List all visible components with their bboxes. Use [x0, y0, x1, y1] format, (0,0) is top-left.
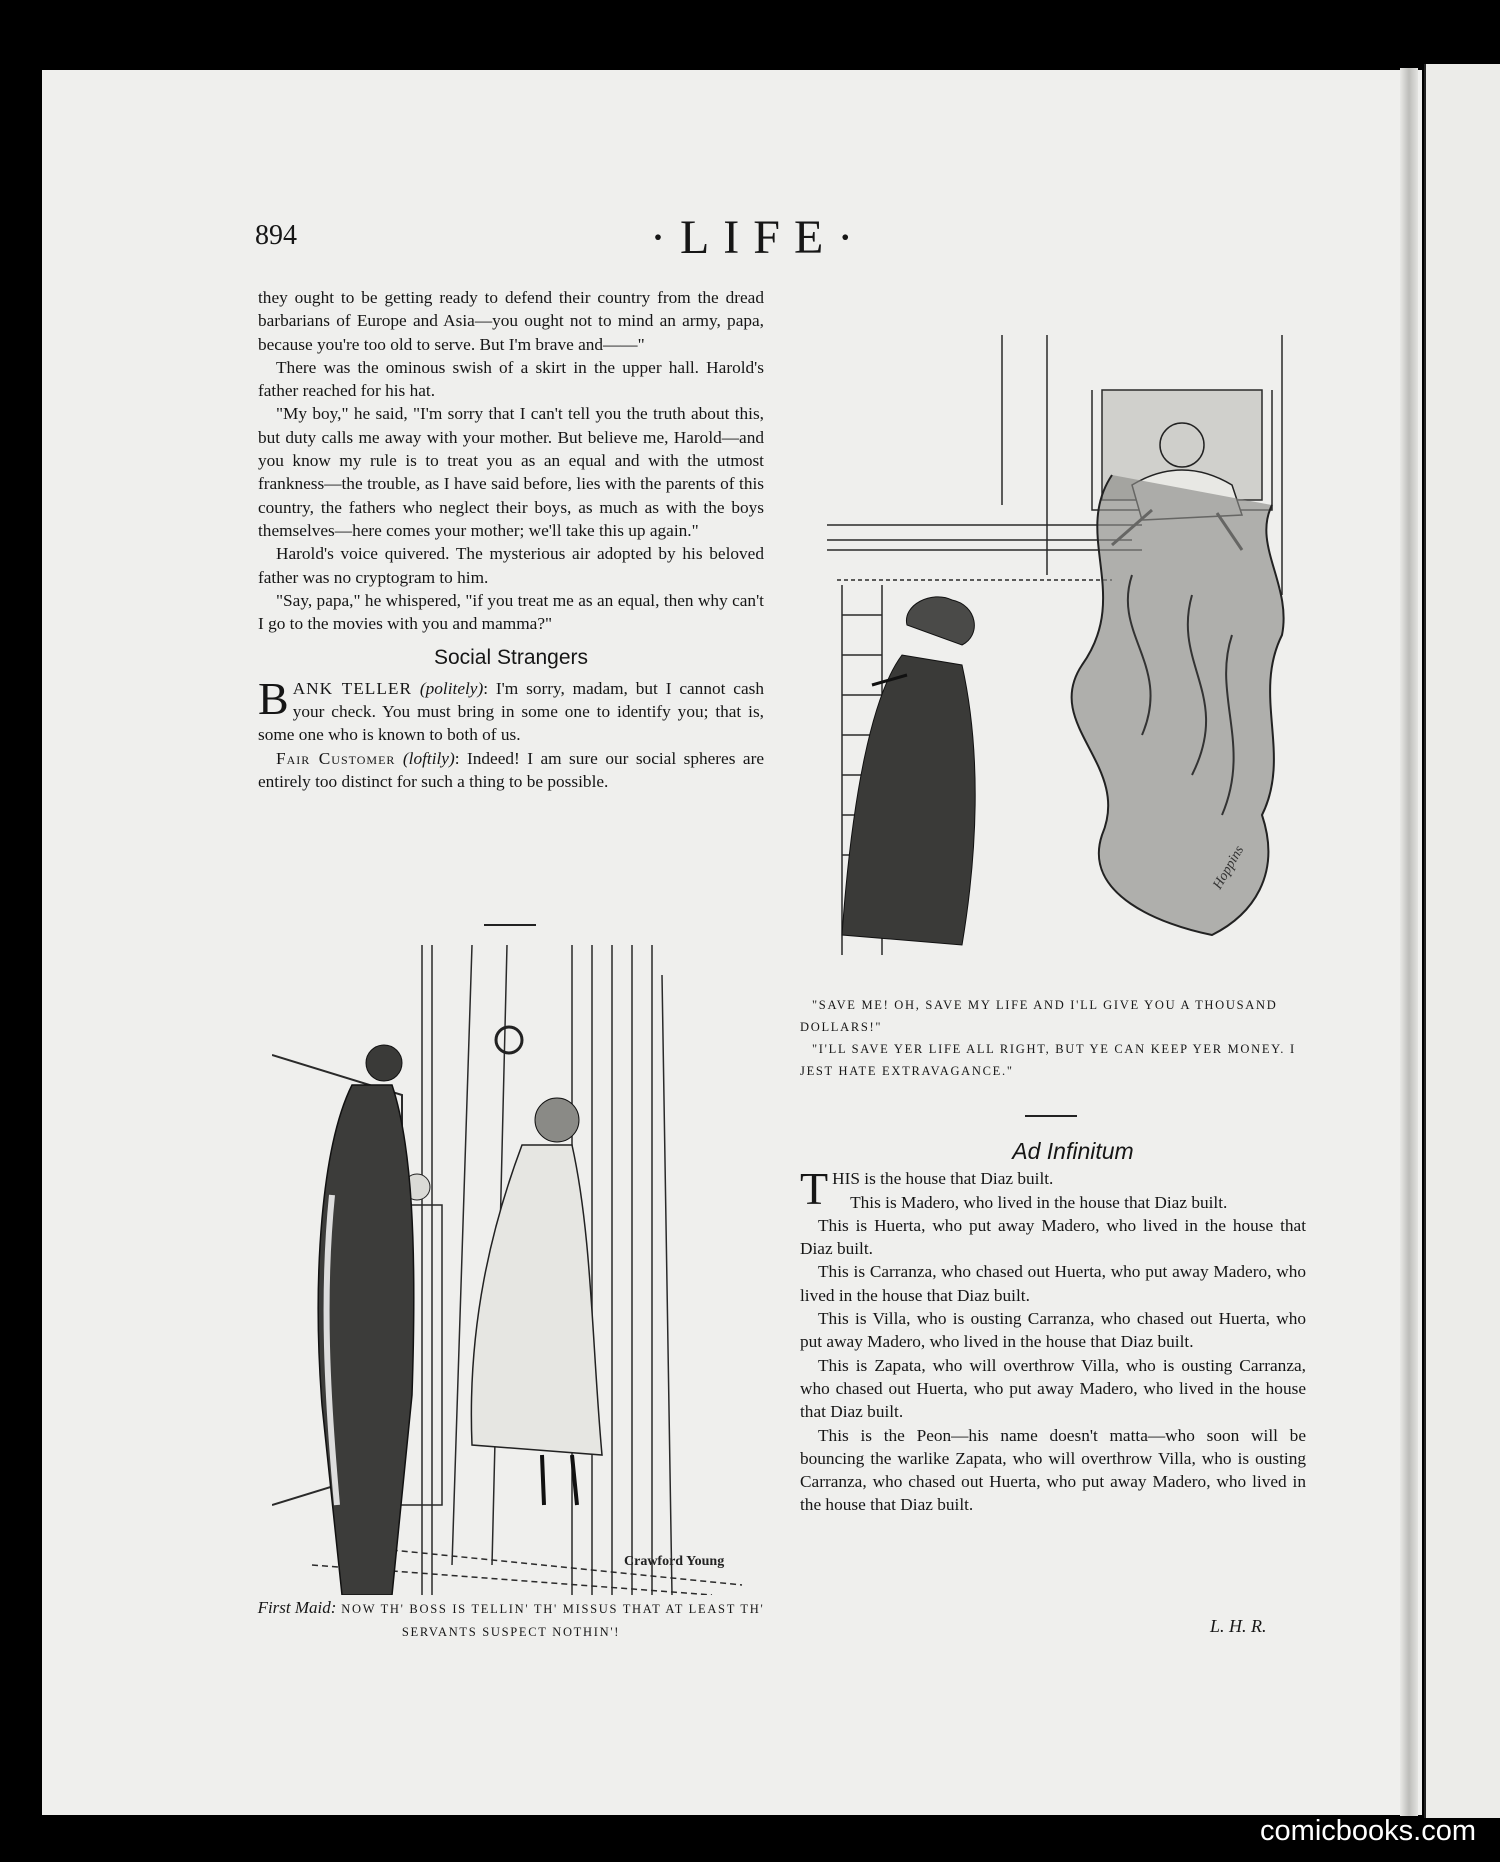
poem-line: This is Madero, who lived in the house that Diaz built. — [850, 1192, 1228, 1212]
social-strangers-title: Social Strangers — [433, 646, 589, 670]
artist-signature: Hoppins — [1210, 843, 1248, 892]
right-column-poem — [800, 1140, 1306, 1517]
story-paragraph: There was the ominous swish of a skirt in the upper hall. Harold's father reached for his hat. — [258, 357, 764, 401]
drop-cap: B — [258, 672, 289, 724]
dialogue-line — [258, 672, 764, 747]
ad-infinitum-title: Ad Infinitum — [1012, 1138, 1134, 1164]
section-divider — [1025, 1115, 1077, 1117]
story-paragraph: "Say, papa," he whispered, "if you treat me as an equal, then why can't I go to the movies with you and mamma?" — [258, 590, 764, 634]
fire-cartoon-caption — [800, 994, 1306, 1082]
left-column — [258, 286, 764, 793]
speaker: ANK TELLER — [292, 678, 412, 698]
dialogue-text: : I'm sorry, madam, but I cannot cash your check. You must bring in some one to identify you; that is, some one who is known to both of us. — [258, 678, 764, 745]
maids-cartoon-caption — [255, 1596, 767, 1644]
author-signature: L. H. R. — [1210, 1616, 1267, 1636]
fire-rescue-cartoon — [812, 335, 1314, 955]
poem-line: This is the Peon—his name doesn't matta—who soon will be bouncing the warlike Zapata, who will overthrow Villa, who is ousting Carranza, who chased out Huerta, who put away Madero, who lived in the house that Diaz built. — [800, 1425, 1306, 1515]
caption-text: NOW TH' BOSS IS TELLIN' TH' MISSUS THAT AT LEAST TH' SERVANTS SUSPECT NOTHIN'! — [341, 1602, 765, 1639]
story-paragraph: they ought to be getting ready to defend their country from the dread barbarians of Europe and Asia—you ought not to mind an army, papa, because you're too old to serve. But I'm brave and——" — [258, 288, 764, 354]
poem-line: This is Villa, who is ousting Carranza, who chased out Huerta, who put away Madero, who lived in the house that Diaz built. — [800, 1309, 1306, 1352]
stage-direction: (loftily) — [402, 748, 455, 768]
caption-line: "I'LL SAVE YER LIFE ALL RIGHT, BUT YE CAN KEEP YER MONEY. I JEST HATE EXTRAVAGANCE." — [800, 1042, 1296, 1078]
page-edge — [1400, 68, 1418, 1816]
poem-line: This is Carranza, who chased out Huerta, who put away Madero, who lived in the house that Diaz built. — [800, 1262, 1306, 1305]
poem-line: This is Huerta, who put away Madero, who lived in the house that Diaz built. — [800, 1215, 1306, 1259]
dialogue-text: : Indeed! I am sure our social spheres are entirely too distinct for such a thing to be possible. — [258, 748, 765, 791]
story-paragraph: "My boy," he said, "I'm sorry that I can't tell you the truth about this, but duty calls me away with your mother. But believe me, Harold—and you know my rule is to treat you as an equal and with the utmost frankness—the trouble, as I have said before, lies with the parents of this country, the fathers who neglect their boys, as much as with the boys themselves—here comes your mother; we'll take this up again." — [258, 404, 764, 540]
masthead: ·LIFE· — [650, 211, 868, 264]
section-divider — [484, 924, 536, 926]
stage-direction: (politely) — [419, 678, 484, 698]
dialogue-line — [258, 747, 764, 794]
poem-text: HIS is the house that Diaz built. — [832, 1169, 1054, 1189]
page-number: 894 — [255, 220, 297, 251]
adjacent-page — [1424, 64, 1500, 1818]
speaker: Fair Customer — [276, 748, 396, 768]
poem-line: This is Zapata, who will overthrow Villa, who is ousting Carranza, who chased out Huerta, who put away Madero, who lived in the house that Diaz built. — [800, 1355, 1306, 1422]
caption-line: "SAVE ME! OH, SAVE MY LIFE AND I'LL GIVE YOU A THOUSAND DOLLARS!" — [800, 998, 1278, 1034]
story-paragraph: Harold's voice quivered. The mysterious air adopted by his beloved father was no cryptogram to him. — [258, 544, 764, 587]
maids-cartoon — [272, 945, 772, 1595]
watermark: comicbooks.com — [1260, 1815, 1476, 1847]
artist-signature: Crawford Young — [624, 1554, 725, 1569]
caption-speaker: First Maid: — [257, 1598, 337, 1617]
drop-cap: T — [800, 1163, 829, 1215]
